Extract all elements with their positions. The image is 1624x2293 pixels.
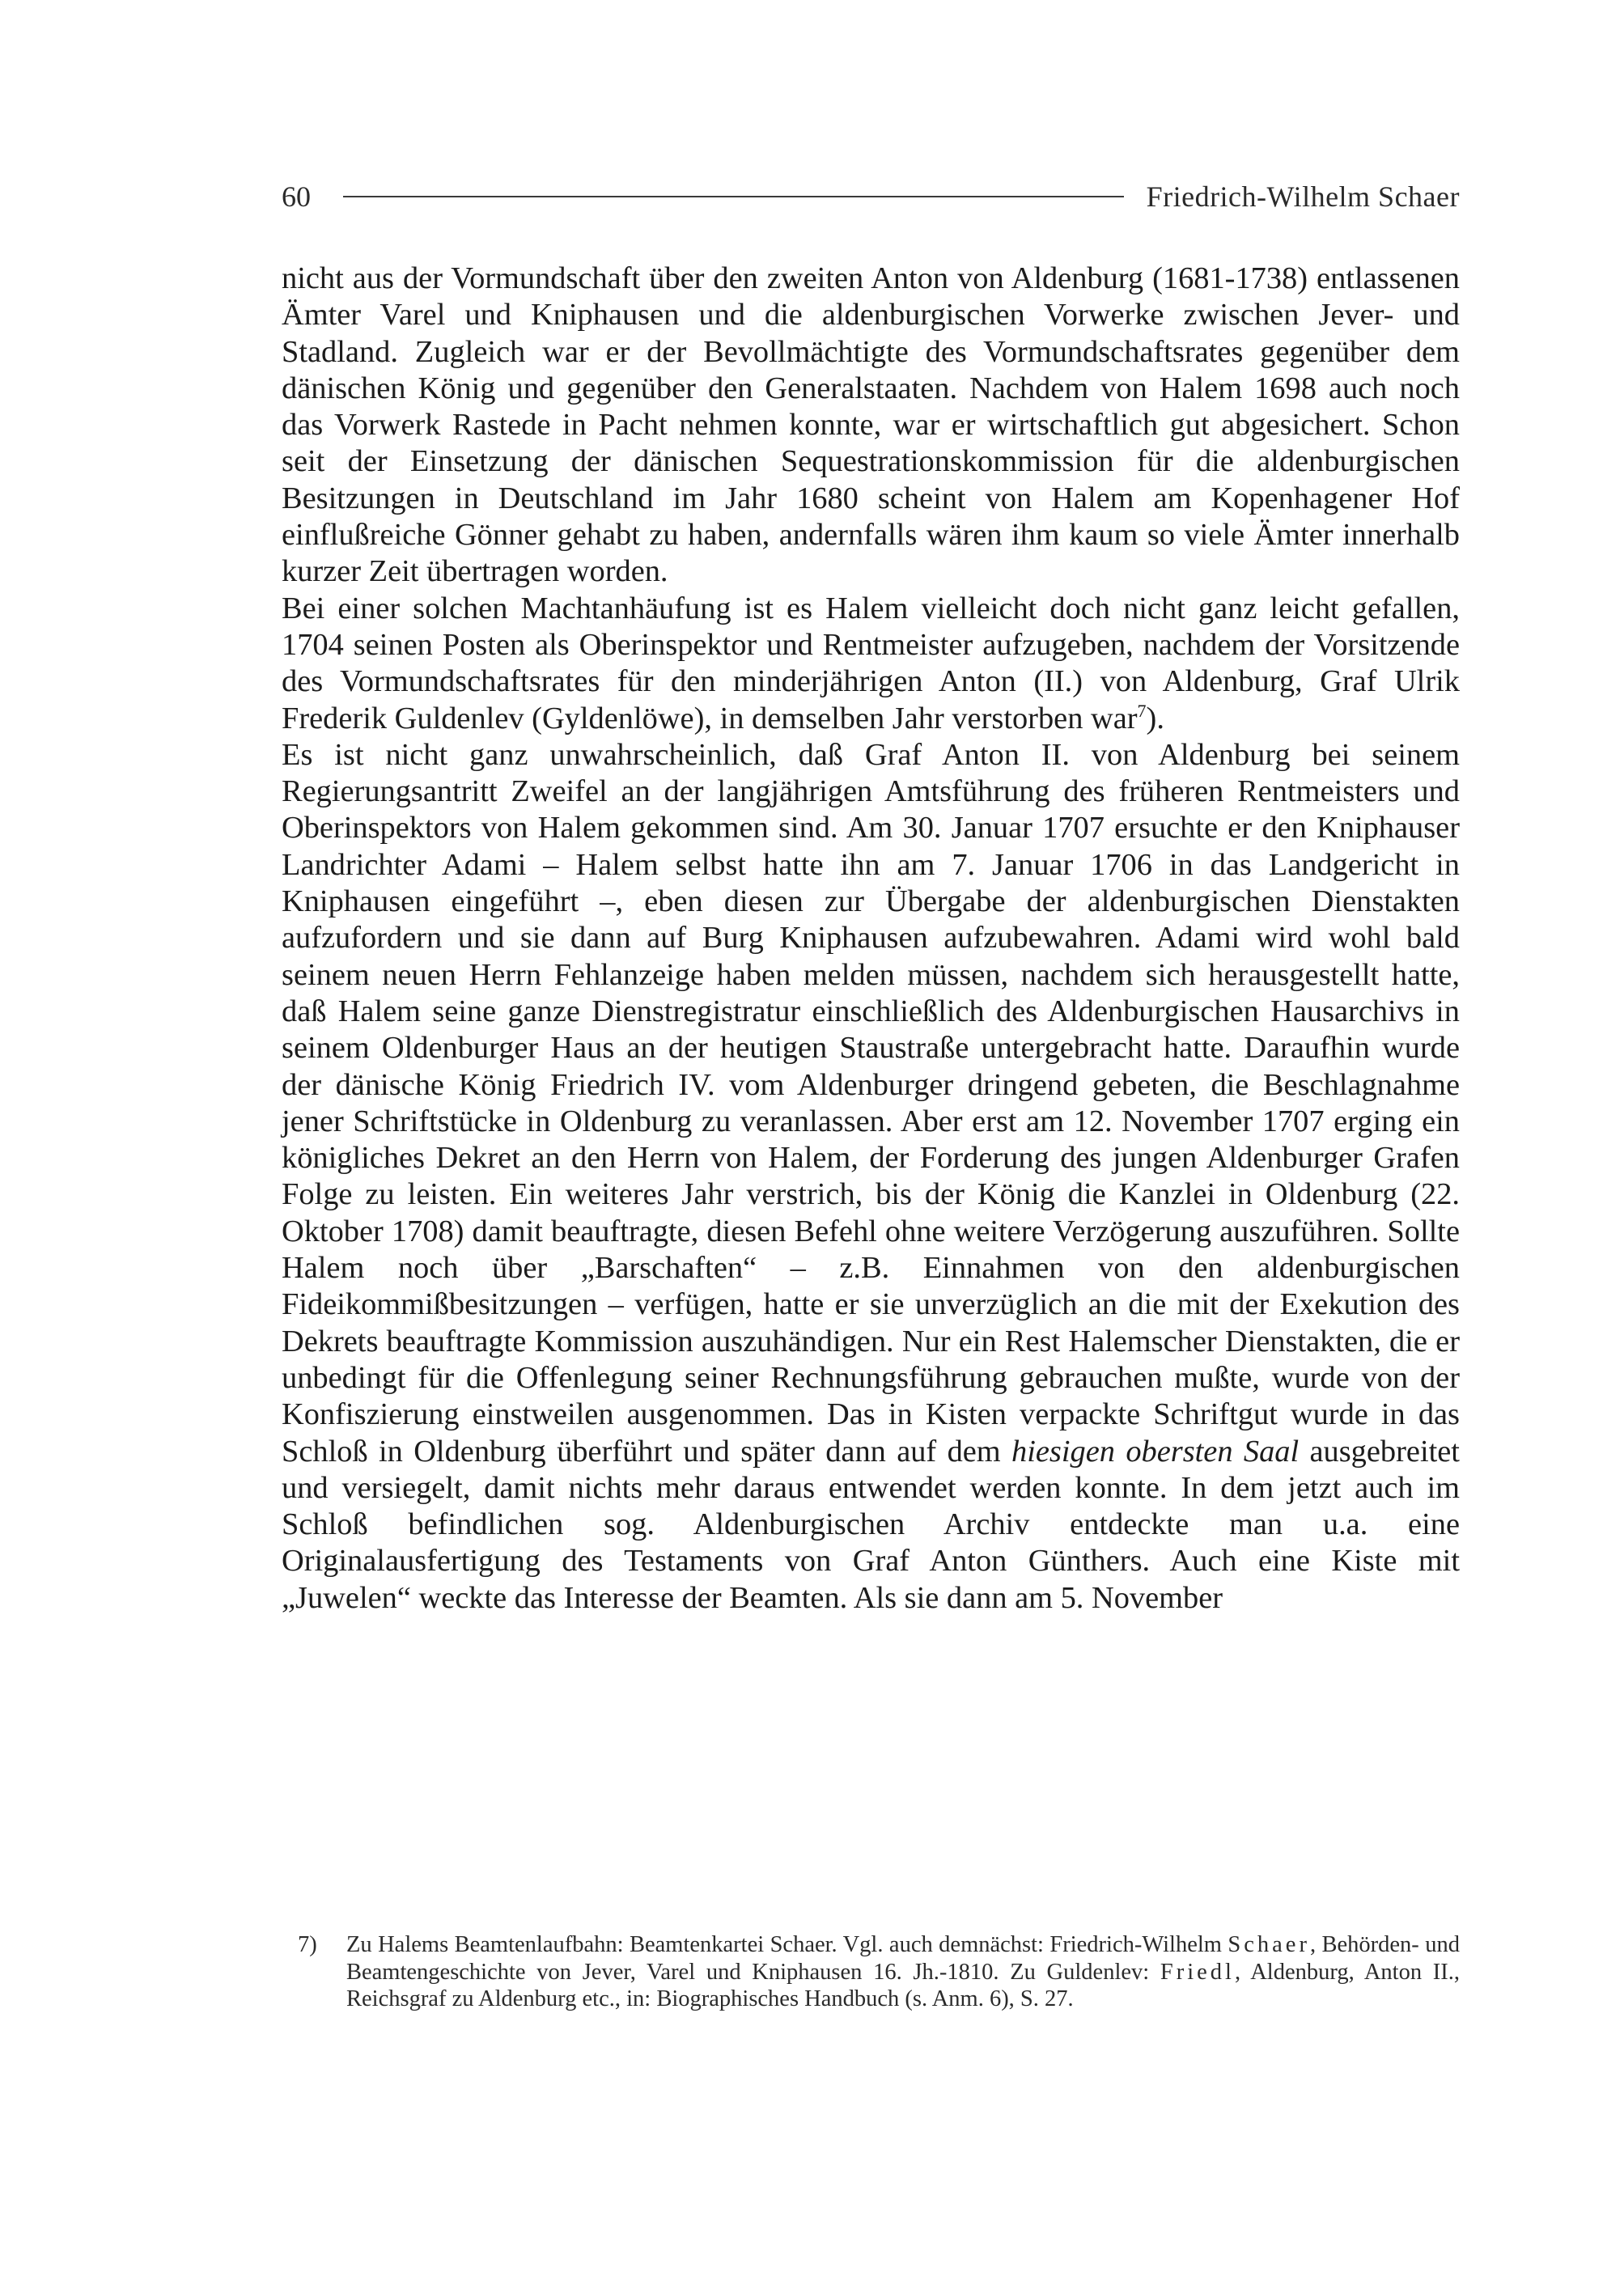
- paragraph-3: [282, 737, 1460, 1617]
- page-number: 60: [282, 180, 311, 213]
- footnote-mark: 7): [298, 1932, 317, 1957]
- header-rule: [343, 196, 1124, 197]
- paragraph-3-continuation: ausgebreitet und versiegelt, damit nichts mehr daraus entwendet werden konnte. In dem jetzt auch im Schloß befindlichen sog. Aldenburgischen Archiv entdeckte man u.a. eine Originalausfertigung des Testaments von Graf Anton Günthers. Auch eine Kiste mit „Juwelen“ weckte das Interesse der Beamten. Als sie dann am 5. November: [282, 1434, 1460, 1615]
- footnote-author-name: Friedl: [1160, 1959, 1235, 1985]
- footnote-text-part: Zu Halems Beamtenlaufbahn: Beamtenkartei Schaer. Vgl. auch demnächst: Friedrich-Wilhelm: [346, 1932, 1228, 1957]
- italic-quotation: hiesigen obersten Saal: [1011, 1434, 1300, 1469]
- main-text: [282, 261, 1460, 1617]
- running-header: [282, 176, 1460, 217]
- footnote-7: [298, 1931, 1460, 2013]
- footnote-author-name: Schaer: [1228, 1932, 1310, 1957]
- running-head-author: Friedrich-Wilhelm Schaer: [1146, 180, 1460, 213]
- footnote-reference[interactable]: 7: [1137, 700, 1147, 721]
- paragraph-1: nicht aus der Vormundschaft über den zweiten Anton von Aldenburg (1681-1738) entlassenen Ämter Varel und Kniphausen und die aldenburgischen Vorwerke zwischen Jever- und Stadland. Zugleich war er der Bevollmächtigte des Vormundschaftsrates gegenüber dem dänischen König und gegenüber den Generalstaaten. Nachdem von Halem 1698 auch noch das Vorwerk Rastede in Pacht nehmen konnte, war er wirtschaftlich gut abgesichert. Schon seit der Einsetzung der dänischen Sequestrationskommission für die aldenburgischen Besitzungen in Deutschland im Jahr 1680 scheint von Halem am Kopenhagener Hof einflußreiche Gönner gehabt zu haben, andernfalls wären ihm kaum so viele Ämter innerhalb kurzer Zeit übertragen worden.: [282, 261, 1460, 589]
- document-page: [282, 0, 1460, 2293]
- footnote-text-part: , Aldenburg, Anton II., Reichsgraf zu Aldenburg etc., in: Biographisches Handbuch (s. Anm. 6), S. 27.: [346, 1959, 1460, 2011]
- paragraph-2-text: Bei einer solchen Machtanhäufung ist es Halem vielleicht doch nicht ganz leicht gefallen, 1704 seinen Posten als Oberinspektor und Rentmeister aufzugeben, nachdem der Vorsitzende des Vormundschaftsrates für den minderjährigen Anton (II.) von Aldenburg, Graf Ulrik Frederik Guldenlev (Gyldenlöwe), in demselben Jahr verstorben war: [282, 591, 1460, 735]
- footnote-text: [346, 1931, 1460, 2013]
- footnote-text-part: , Behörden- und Beamtengeschichte von Jever, Varel und Kniphausen 16. Jh.-1810. Zu Guldenlev:: [346, 1932, 1460, 1985]
- paragraph-3-text: Es ist nicht ganz unwahrscheinlich, daß Graf Anton II. von Aldenburg bei seinem Regierungsantritt Zweifel an der langjährigen Amtsführung des früheren Rentmeisters und Oberinspektors von Halem gekommen sind. Am 30. Januar 1707 ersuchte er den Kniphauser Landrichter Adami – Halem selbst hatte ihn am 7. Januar 1706 in das Landgericht in Kniphausen eingeführt –, eben diesen zur Übergabe der aldenburgischen Dienstakten aufzufordern und sie dann auf Burg Kniphausen aufzubewahren. Adami wird wohl bald seinem neuen Herrn Fehlanzeige haben melden müssen, nachdem sich herausgestellt hatte, daß Halem seine ganze Dienstregistratur einschließlich des Aldenburgischen Hausarchivs in seinem Oldenburger Haus an der heutigen Staustraße untergebracht hatte. Daraufhin wurde der dänische König Friedrich IV. vom Aldenburger dringend gebeten, die Beschlagnahme jener Schriftstücke in Oldenburg zu veranlassen. Aber erst am 12. November 1707 erging ein königliches Dekret an den Herrn von Halem, der Forderung des jungen Aldenburger Grafen Folge zu leisten. Ein weiteres Jahr verstrich, bis der König die Kanzlei in Oldenburg (22. Oktober 1708) damit beauftragte, diesen Befehl ohne weitere Verzögerung auszuführen. Sollte Halem noch über „Barschaften“ – z.B. Einnahmen von den aldenburgischen Fideikommißbesitzungen – verfügen, hatte er sie unverzüglich an die mit der Exekution des Dekrets beauftragte Kommission auszuhändigen. Nur ein Rest Halemscher Dienstakten, die er unbedingt für die Offenlegung seiner Rechnungsführung gebrauchen mußte, wurde von der Konfiszierung einstweilen ausgenommen. Das in Kisten verpackte Schriftgut wurde in das Schloß in Oldenburg überführt und später dann auf dem: [282, 737, 1460, 1469]
- paragraph-2-end: ).: [1146, 701, 1164, 735]
- paragraph-2: [282, 591, 1460, 737]
